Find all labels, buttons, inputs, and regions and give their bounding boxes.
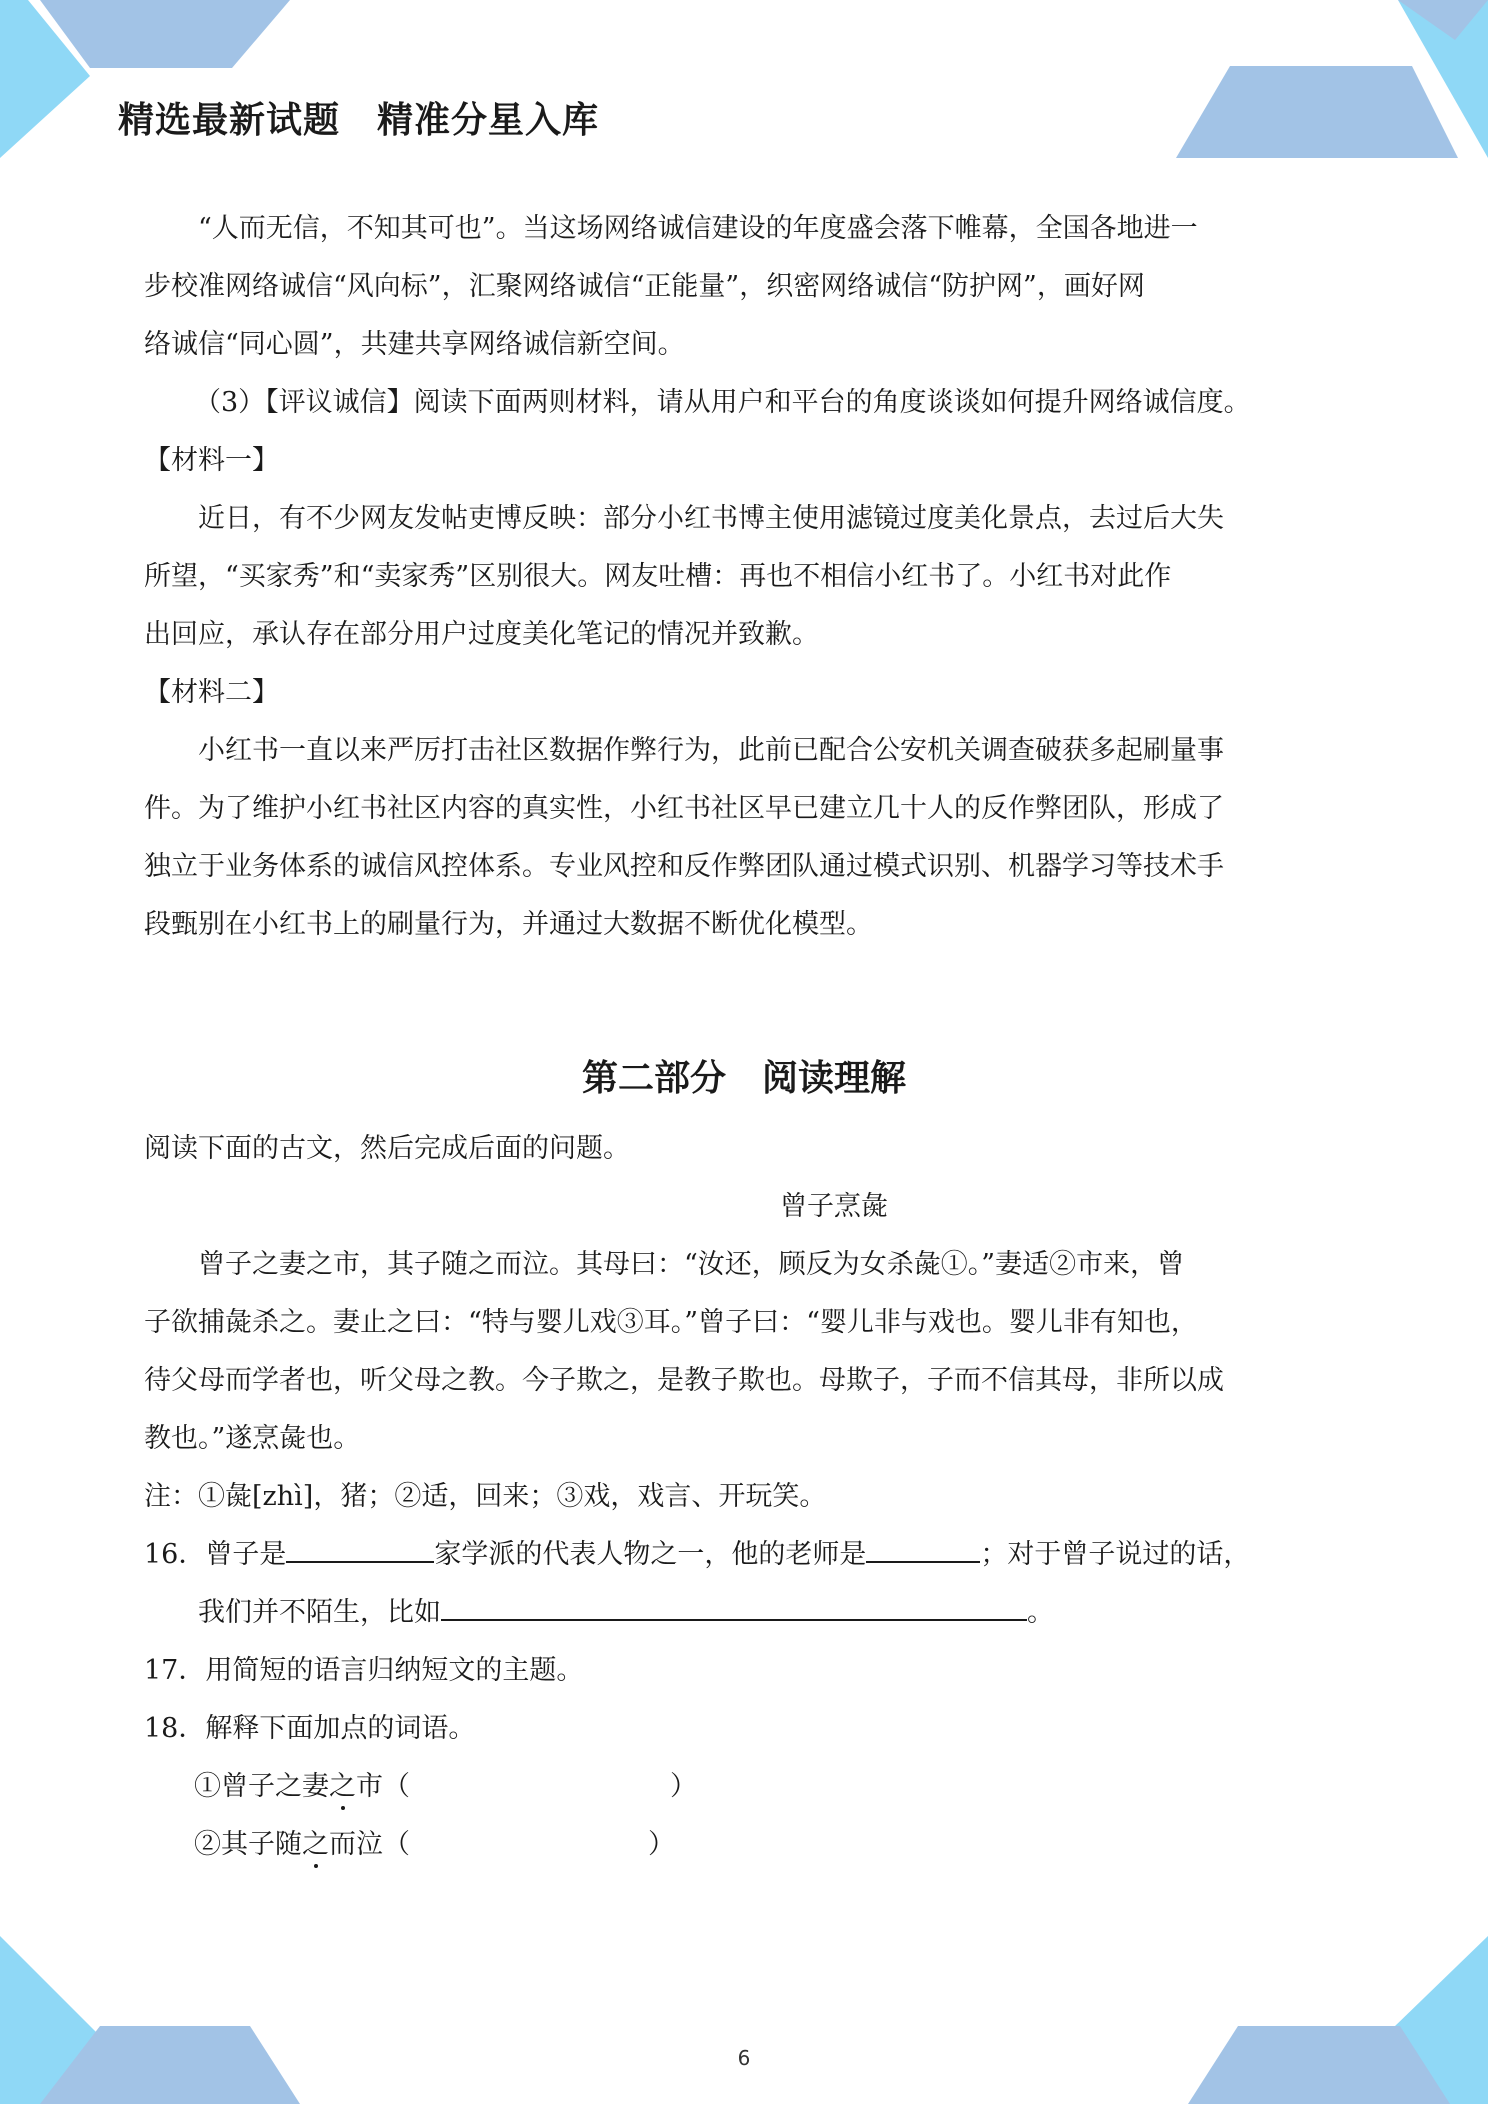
question-18: 18．解释下面加点的词语。 [144,1713,476,1744]
question-16 [144,1526,1344,1584]
bottom-left-triangle [0,1936,100,2104]
material2-label: 【材料二】 [144,677,279,708]
answer-blank-teacher[interactable] [866,1531,980,1563]
material2-line: 段甄别在小红书上的刷量行为，并通过大数据不断优化模型。 [144,909,873,940]
question-3: （3）【评议诚信】阅读下面两则材料，请从用户和平台的角度谈谈如何提升网络诚信度。 [194,387,1251,418]
dotted-word: 之 [329,1771,356,1802]
material2-line: 小红书一直以来严厉打击社区数据作弊行为，此前已配合公安机关调查破获多起刷量事 [198,735,1224,766]
q18-item-text: ②其子随 [194,1829,302,1860]
intro-line: 步校准网络诚信“风向标”，汇聚网络诚信“正能量”，织密网络诚信“防护网”，画好网 [144,271,1145,302]
top-right-trapezoid [1176,66,1458,158]
q18-item-text: ） [670,1771,697,1802]
top-right-triangle [1398,0,1488,158]
passage-line: 教也。”遂烹彘也。 [144,1423,361,1454]
q18-item-text: 市（ [356,1771,410,1802]
q18-item-2 [144,1816,1344,1874]
answer-blank-quote[interactable] [441,1589,1027,1621]
question-16-cont [144,1584,1344,1642]
material1-line: 所望，“买家秀”和“卖家秀”区别很大。网友吐槽：再也不相信小红书了。小红书对此作 [144,561,1172,592]
intro-line: “人而无信，不知其可也”。当这场网络诚信建设的年度盛会落下帷幕，全国各地进一 [198,213,1198,244]
header-title: 精选最新试题 精准分星入库 [118,100,600,141]
q18-item-text: ） [648,1829,675,1860]
answer-blank-school[interactable] [286,1531,434,1563]
passage-line: 曾子之妻之市，其子随之而泣。其母曰：“汝还，顾反为女杀彘①。”妻适②市来，曾 [198,1249,1185,1280]
material1-label: 【材料一】 [144,445,279,476]
q18-item-1 [144,1758,1344,1816]
material2-line: 独立于业务体系的诚信风控体系。专业风控和反作弊团队通过模式识别、机器学习等技术手 [144,851,1224,882]
question-17: 17．用简短的语言归纳短文的主题。 [144,1655,584,1686]
passage-line: 子欲捕彘杀之。妻止之曰：“特与婴儿戏③耳。”曾子曰：“婴儿非与戏也。婴儿非有知也， [144,1307,1198,1338]
q16-text: 16．曾子是 [144,1539,287,1570]
material1-line: 出回应，承认存在部分用户过度美化笔记的情况并致歉。 [144,619,819,650]
top-left-trapezoid [40,0,290,68]
dotted-word: 之 [302,1829,329,1860]
q16-text: 我们并不陌生，比如 [198,1597,441,1628]
q16-text: ；对于曾子说过的话， [980,1539,1251,1570]
intro-line: 络诚信“同心圆”，共建共享网络诚信新空间。 [144,329,685,360]
passage-title: 曾子烹彘 [780,1191,888,1222]
page-content [144,200,1344,954]
q18-item-text: ①曾子之妻 [194,1771,329,1802]
top-left-triangle [0,0,90,158]
page-number: 6 [737,2046,751,2070]
q18-item-text: 而泣（ [329,1829,410,1860]
section-title: 第二部分 阅读理解 [581,1058,906,1099]
reading-section [144,1120,1344,1874]
top-right-triangle-small [1398,0,1488,40]
material2-line: 件。为了维护小红书社区内容的真实性，小红书社区早已建立几十人的反作弊团队，形成了 [144,793,1224,824]
q16-text: 家学派的代表人物之一，他的老师是 [434,1539,867,1570]
passage-note: 注：①彘[zhì]，猪；②适，回来；③戏，戏言、开玩笑。 [144,1481,827,1512]
section-instruction: 阅读下面的古文，然后完成后面的问题。 [144,1133,630,1164]
passage-line: 待父母而学者也，听父母之教。今子欺之，是教子欺也。母欺子，子而不信其母，非所以成 [144,1365,1224,1396]
bottom-right-triangle [1395,1936,1488,2104]
material1-line: 近日，有不少网友发帖吏博反映：部分小红书博主使用滤镜过度美化景点，去过后大失 [198,503,1224,534]
q16-text: 。 [1027,1597,1054,1628]
